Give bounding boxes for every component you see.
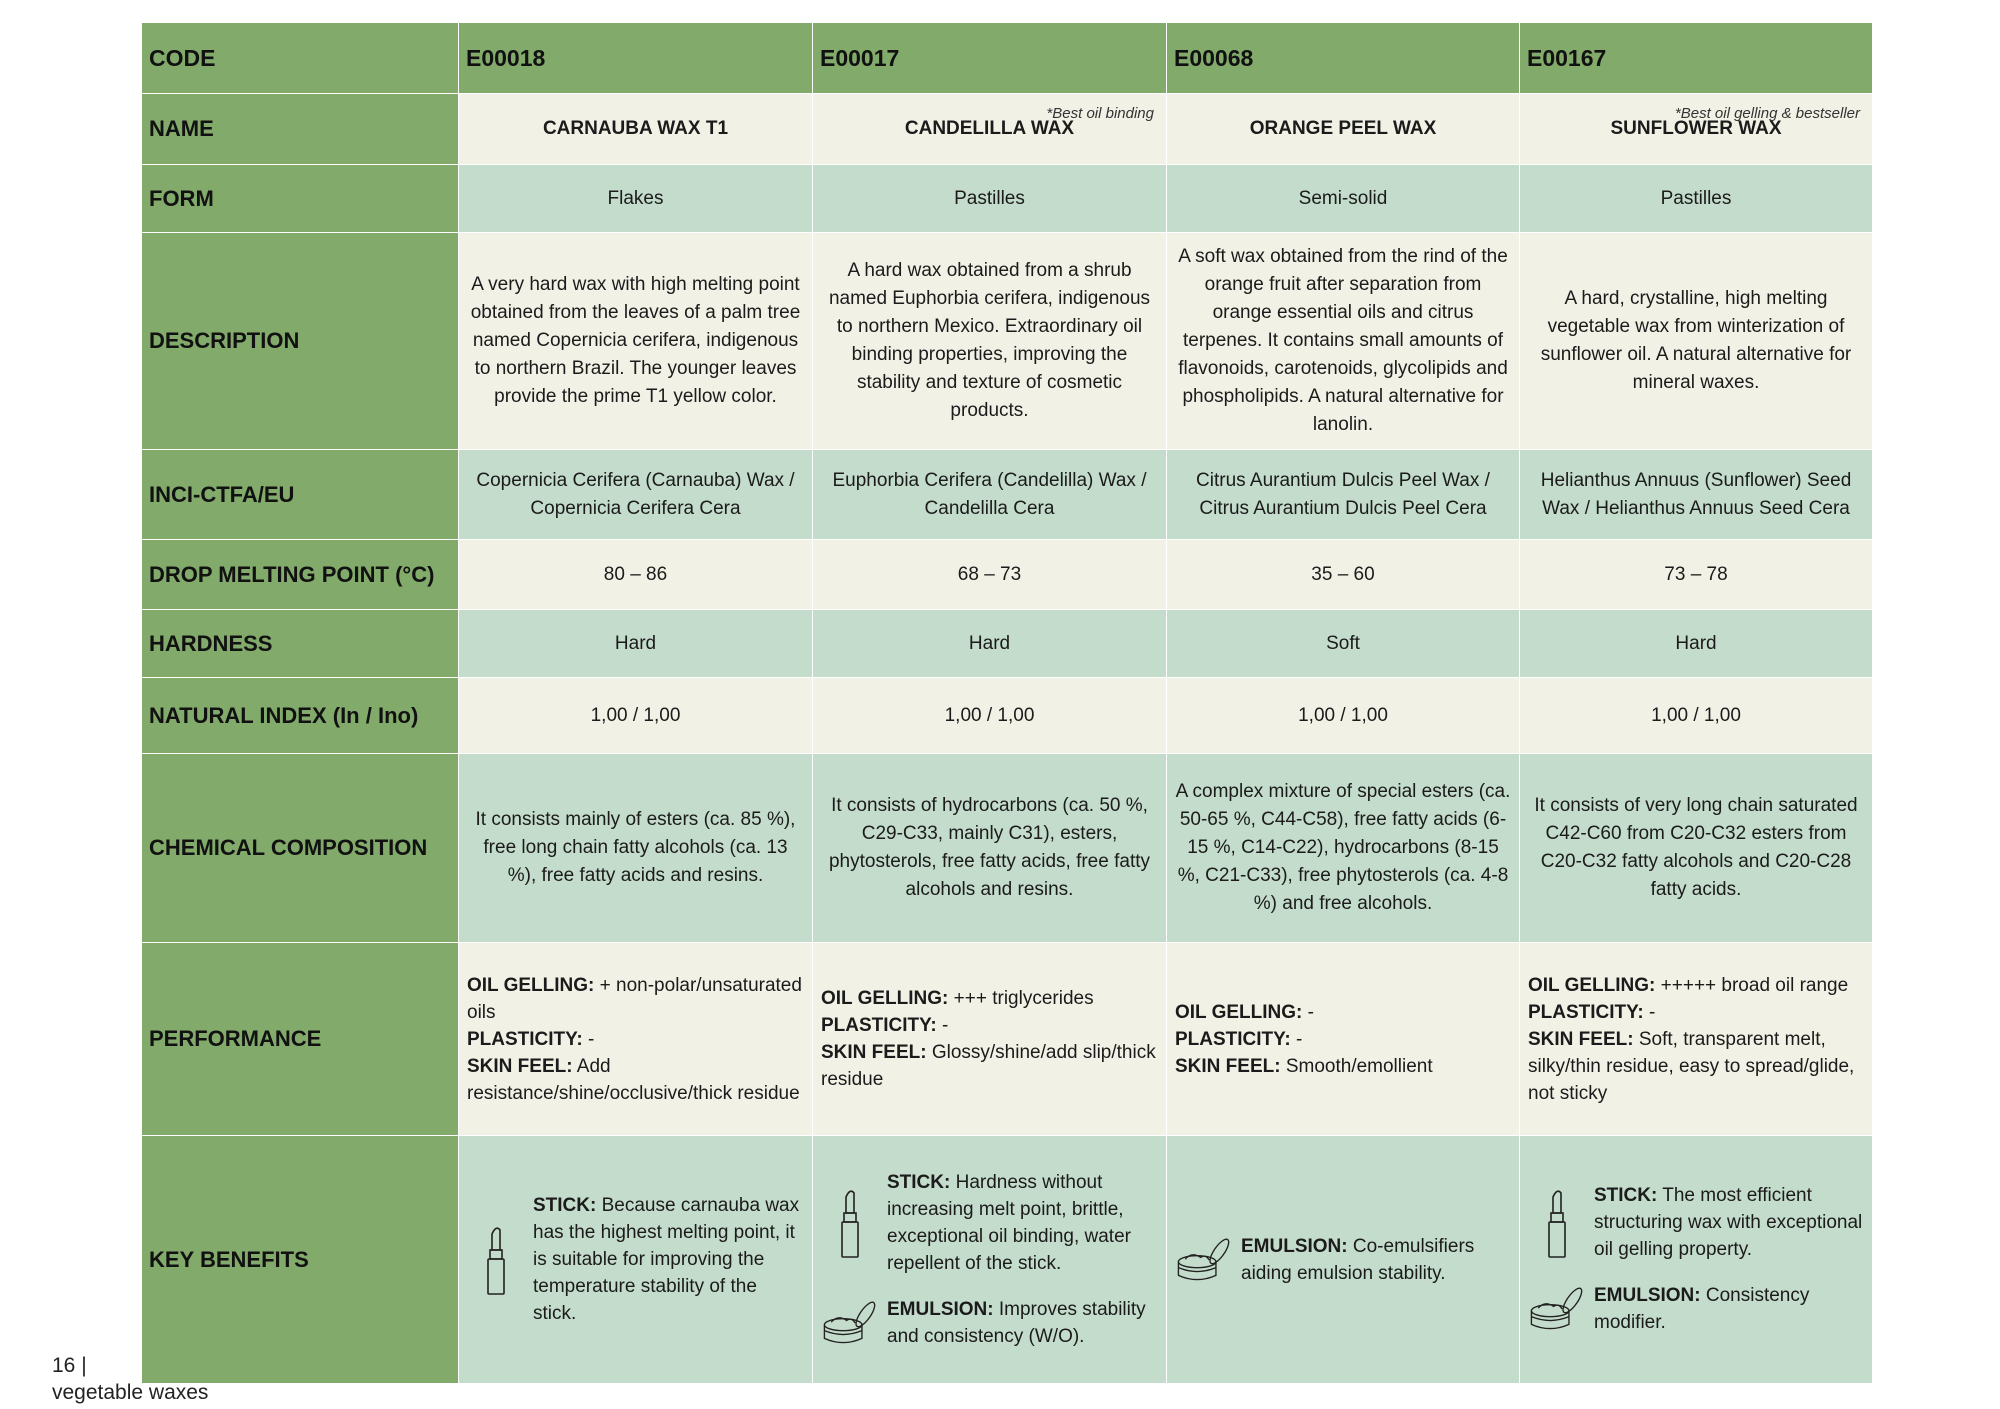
benefit-emulsion: EMULSION: Consistency modifier.	[1528, 1281, 1864, 1337]
melting-point-cell: 73 – 78	[1520, 540, 1872, 609]
performance-cell	[813, 943, 1166, 1135]
performance-line: SKIN FEEL: Soft, transparent melt, silky/thin residue, easy to spread/glide, not sticky	[1528, 1028, 1855, 1104]
composition-cell: It consists of very long chain saturated C42-C60 from C20-C32 esters from C20-C32 fatty alcohols and C20-C28 fatty acids.	[1520, 754, 1872, 942]
name-note: *Best oil binding	[1046, 105, 1154, 122]
row-label-melting-point: DROP MELTING POINT (°C)	[142, 540, 458, 609]
row-label-name: NAME	[142, 94, 458, 164]
key-benefits-cell	[813, 1136, 1166, 1383]
product-name-text: CANDELILLA WAX	[904, 118, 1075, 139]
benefit-emulsion: EMULSION: Improves stability and consistency (W/O).	[821, 1295, 1158, 1351]
performance-cell	[1520, 943, 1872, 1135]
row-label-composition: CHEMICAL COMPOSITION	[142, 754, 458, 942]
performance-line: PLASTICITY: -	[467, 1028, 595, 1050]
page-number: 16 |	[52, 1354, 87, 1377]
inci-cell: Citrus Aurantium Dulcis Peel Wax / Citrus Aurantium Dulcis Peel Cera	[1167, 450, 1519, 539]
key-benefits-cell	[459, 1136, 812, 1383]
row-label-form: FORM	[142, 165, 458, 232]
performance-line: OIL GELLING: +++++ broad oil range	[1528, 974, 1849, 996]
performance-line: SKIN FEEL: Add resistance/shine/occlusive/thick residue	[467, 1055, 800, 1104]
performance-cell	[459, 943, 812, 1135]
key-benefits-cell	[1167, 1136, 1519, 1383]
melting-point-cell: 80 – 86	[459, 540, 812, 609]
code-cell: E00017	[813, 23, 1166, 93]
code-cell: E00018	[459, 23, 812, 93]
description-cell: A soft wax obtained from the rind of the orange fruit after separation from orange essential oils and citrus terpenes. It contains small amounts of flavonoids, carotenoids, glycolipids and phospholipids. A natural alternative for lanolin.	[1167, 233, 1519, 449]
composition-cell: A complex mixture of special esters (ca. 50-65 %, C44-C58), free fatty acids (6-15 %, C14-C22), hydrocarbons (8-15 %, C21-C33), free phytosterols (ca. 4-8 %) and free alcohols.	[1167, 754, 1519, 942]
performance-line: PLASTICITY: -	[1175, 1028, 1303, 1050]
inci-cell: Euphorbia Cerifera (Candelilla) Wax / Candelilla Cera	[813, 450, 1166, 539]
performance-line: SKIN FEEL: Smooth/emollient	[1175, 1055, 1433, 1077]
lipstick-icon	[1528, 1187, 1586, 1259]
hardness-cell: Hard	[1520, 610, 1872, 677]
performance-line: SKIN FEEL: Glossy/shine/add slip/thick residue	[821, 1042, 1156, 1090]
row-label-description: DESCRIPTION	[142, 233, 458, 449]
product-name	[459, 94, 812, 164]
performance-line: OIL GELLING: -	[1175, 1001, 1314, 1023]
performance-line: OIL GELLING: + non-polar/unsaturated oils	[467, 974, 802, 1023]
natural-index-cell: 1,00 / 1,00	[1167, 678, 1519, 753]
row-label-performance: PERFORMANCE	[142, 943, 458, 1135]
form-cell: Semi-solid	[1167, 165, 1519, 232]
product-name-text: CARNAUBA WAX T1	[542, 118, 729, 139]
description-cell: A very hard wax with high melting point obtained from the leaves of a palm tree named Copernicia cerifera, indigenous to northern Brazil. The younger leaves provide the prime T1 yellow color.	[459, 233, 812, 449]
code-cell: E00167	[1520, 23, 1872, 93]
hardness-cell: Hard	[459, 610, 812, 677]
composition-cell: It consists mainly of esters (ca. 85 %), free long chain fatty alcohols (ca. 13 %), free fatty acids and resins.	[459, 754, 812, 942]
product-name-text: SUNFLOWER WAX	[1610, 118, 1782, 139]
row-label-key-benefits: KEY BENEFITS	[142, 1136, 458, 1383]
performance-line: PLASTICITY: -	[1528, 1001, 1656, 1023]
row-label-inci: INCI-CTFA/EU	[142, 450, 458, 539]
key-benefits-cell	[1520, 1136, 1872, 1383]
footer-section-title: vegetable waxes	[52, 1381, 209, 1404]
benefit-stick: STICK: Hardness without increasing melt point, brittle, exceptional oil binding, water repellent of the stick.	[821, 1169, 1158, 1277]
description-cell: A hard wax obtained from a shrub named Euphorbia cerifera, indigenous to northern Mexico. Extraordinary oil binding properties, improving the stability and texture of cosmetic products.	[813, 233, 1166, 449]
cream-jar-icon	[1175, 1232, 1233, 1288]
form-cell: Flakes	[459, 165, 812, 232]
cream-jar-icon	[821, 1295, 879, 1351]
hardness-cell: Hard	[813, 610, 1166, 677]
benefit-stick: STICK: The most efficient structuring wax with exceptional oil gelling property.	[1528, 1182, 1864, 1263]
benefit-emulsion: EMULSION: Co-emulsifiers aiding emulsion stability.	[1175, 1232, 1511, 1288]
natural-index-cell: 1,00 / 1,00	[1520, 678, 1872, 753]
product-name	[1520, 94, 1872, 164]
lipstick-icon	[821, 1187, 879, 1259]
code-label: CODE	[142, 23, 458, 93]
hardness-cell: Soft	[1167, 610, 1519, 677]
lipstick-icon	[467, 1224, 525, 1296]
row-label-natural-index: NATURAL INDEX (In / Ino)	[142, 678, 458, 753]
natural-index-cell: 1,00 / 1,00	[813, 678, 1166, 753]
melting-point-cell: 35 – 60	[1167, 540, 1519, 609]
product-name	[813, 94, 1166, 164]
melting-point-cell: 68 – 73	[813, 540, 1166, 609]
cream-jar-icon	[1528, 1281, 1586, 1337]
description-cell: A hard, crystalline, high melting vegetable wax from winterization of sunflower oil. A natural alternative for mineral waxes.	[1520, 233, 1872, 449]
performance-cell	[1167, 943, 1519, 1135]
composition-cell: It consists of hydrocarbons (ca. 50 %, C29-C33, mainly C31), esters, phytosterols, free fatty acids, free fatty alcohols and resins.	[813, 754, 1166, 942]
inci-cell: Copernicia Cerifera (Carnauba) Wax / Copernicia Cerifera Cera	[459, 450, 812, 539]
code-cell: E00068	[1167, 23, 1519, 93]
product-name	[1167, 94, 1519, 164]
row-label-hardness: HARDNESS	[142, 610, 458, 677]
performance-line: PLASTICITY: -	[821, 1015, 949, 1036]
inci-cell: Helianthus Annuus (Sunflower) Seed Wax / Helianthus Annuus Seed Cera	[1520, 450, 1872, 539]
form-cell: Pastilles	[813, 165, 1166, 232]
natural-index-cell: 1,00 / 1,00	[459, 678, 812, 753]
form-cell: Pastilles	[1520, 165, 1872, 232]
product-name-text: ORANGE PEEL WAX	[1249, 118, 1437, 139]
name-note: *Best oil gelling & bestseller	[1674, 105, 1860, 122]
wax-comparison-table	[142, 23, 1868, 1383]
performance-line: OIL GELLING: +++ triglycerides	[821, 988, 1094, 1009]
benefit-stick: STICK: Because carnauba wax has the highest melting point, it is suitable for improving the temperature stability of the stick.	[467, 1192, 804, 1327]
